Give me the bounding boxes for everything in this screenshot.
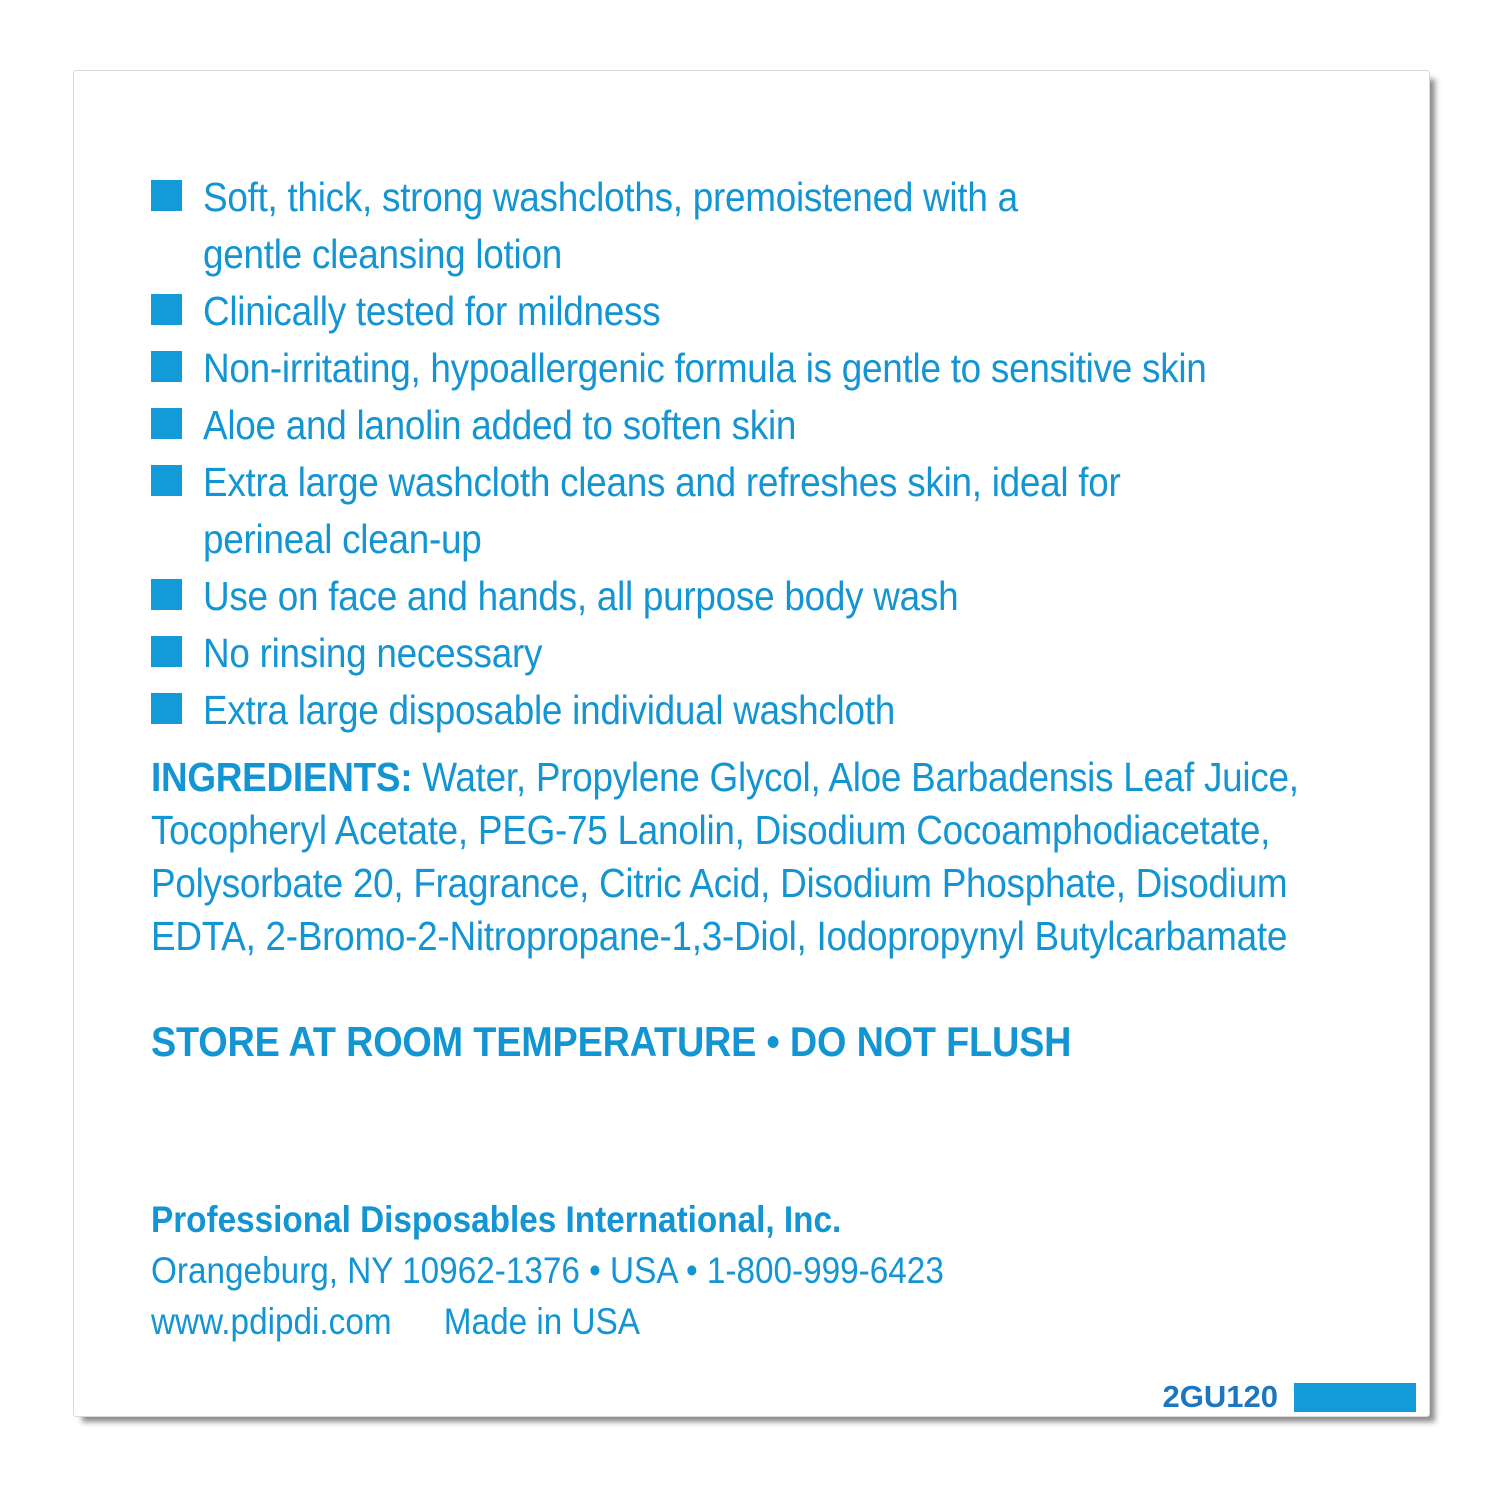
bullet-line: perineal clean-up (203, 516, 482, 562)
manufacturer-name: Professional Disposables International, Inc. (151, 1199, 842, 1240)
bullet-square-icon (151, 180, 182, 211)
bullet-line: Extra large washcloth cleans and refreshes skin, ideal for (203, 459, 1121, 505)
bullet-text (203, 169, 1018, 283)
footer-color-bar (1294, 1383, 1416, 1412)
bullet-text (203, 283, 660, 340)
bullet-item (151, 283, 1399, 340)
website-row (151, 1296, 1274, 1347)
bullet-text (203, 625, 542, 682)
bullet-square-icon (151, 579, 182, 610)
bullet-line: Aloe and lanolin added to soften skin (203, 402, 797, 448)
bullet-line: Extra large disposable individual washcloth (203, 687, 895, 733)
ingredients-label: INGREDIENTS: (151, 754, 413, 800)
bullet-item (151, 397, 1399, 454)
made-in-label: Made in USA (443, 1301, 641, 1342)
manufacturer-address: Orangeburg, NY 10962-1376 • USA • 1-800-999-6423 (151, 1250, 944, 1291)
bullet-text (203, 568, 958, 625)
bullet-item (151, 340, 1399, 397)
bullet-text (203, 397, 796, 454)
bullet-square-icon (151, 408, 182, 439)
bullet-text (203, 682, 895, 739)
bullet-line: Soft, thick, strong washcloths, premoistened with a (203, 174, 1018, 220)
ingredients-line (151, 751, 1299, 804)
bullet-square-icon (151, 294, 182, 325)
feature-bullet-list (151, 169, 1399, 739)
bullet-square-icon (151, 693, 182, 724)
ingredients-line: EDTA, 2-Bromo-2-Nitropropane-1,3-Diol, Iodopropynyl Butylcarbamate (151, 913, 1288, 959)
product-code: 2GU120 (1162, 1379, 1278, 1414)
bullet-text (203, 454, 1121, 568)
bullet-item (151, 454, 1399, 568)
website-url: www.pdipdi.com (151, 1301, 392, 1342)
storage-instructions: STORE AT ROOM TEMPERATURE • DO NOT FLUSH (151, 1018, 1072, 1065)
footer (1163, 1379, 1416, 1415)
label-card (73, 70, 1430, 1417)
bullet-square-icon (151, 351, 182, 382)
bullet-line: Non-irritating, hypoallergenic formula is gentle to sensitive skin (203, 345, 1207, 391)
ingredients-line-text: Water, Propylene Glycol, Aloe Barbadensis Leaf Juice, (422, 754, 1299, 800)
ingredients-line: Polysorbate 20, Fragrance, Citric Acid, Disodium Phosphate, Disodium (151, 860, 1288, 906)
bullet-line: Clinically tested for mildness (203, 288, 661, 334)
bullet-line: Use on face and hands, all purpose body wash (203, 573, 959, 619)
bullet-item (151, 625, 1399, 682)
bullet-line: No rinsing necessary (203, 630, 543, 676)
label-content (151, 71, 1399, 1347)
bullet-item (151, 169, 1399, 283)
bullet-square-icon (151, 636, 182, 667)
ingredients-line: Tocopheryl Acetate, PEG-75 Lanolin, Disodium Cocoamphodiacetate, (151, 807, 1271, 853)
bullet-item (151, 682, 1399, 739)
bullet-line: gentle cleansing lotion (203, 231, 562, 277)
manufacturer-block (151, 1194, 1399, 1347)
bullet-item (151, 568, 1399, 625)
ingredients-paragraph (151, 751, 1299, 963)
bullet-text (203, 340, 1207, 397)
bullet-square-icon (151, 465, 182, 496)
